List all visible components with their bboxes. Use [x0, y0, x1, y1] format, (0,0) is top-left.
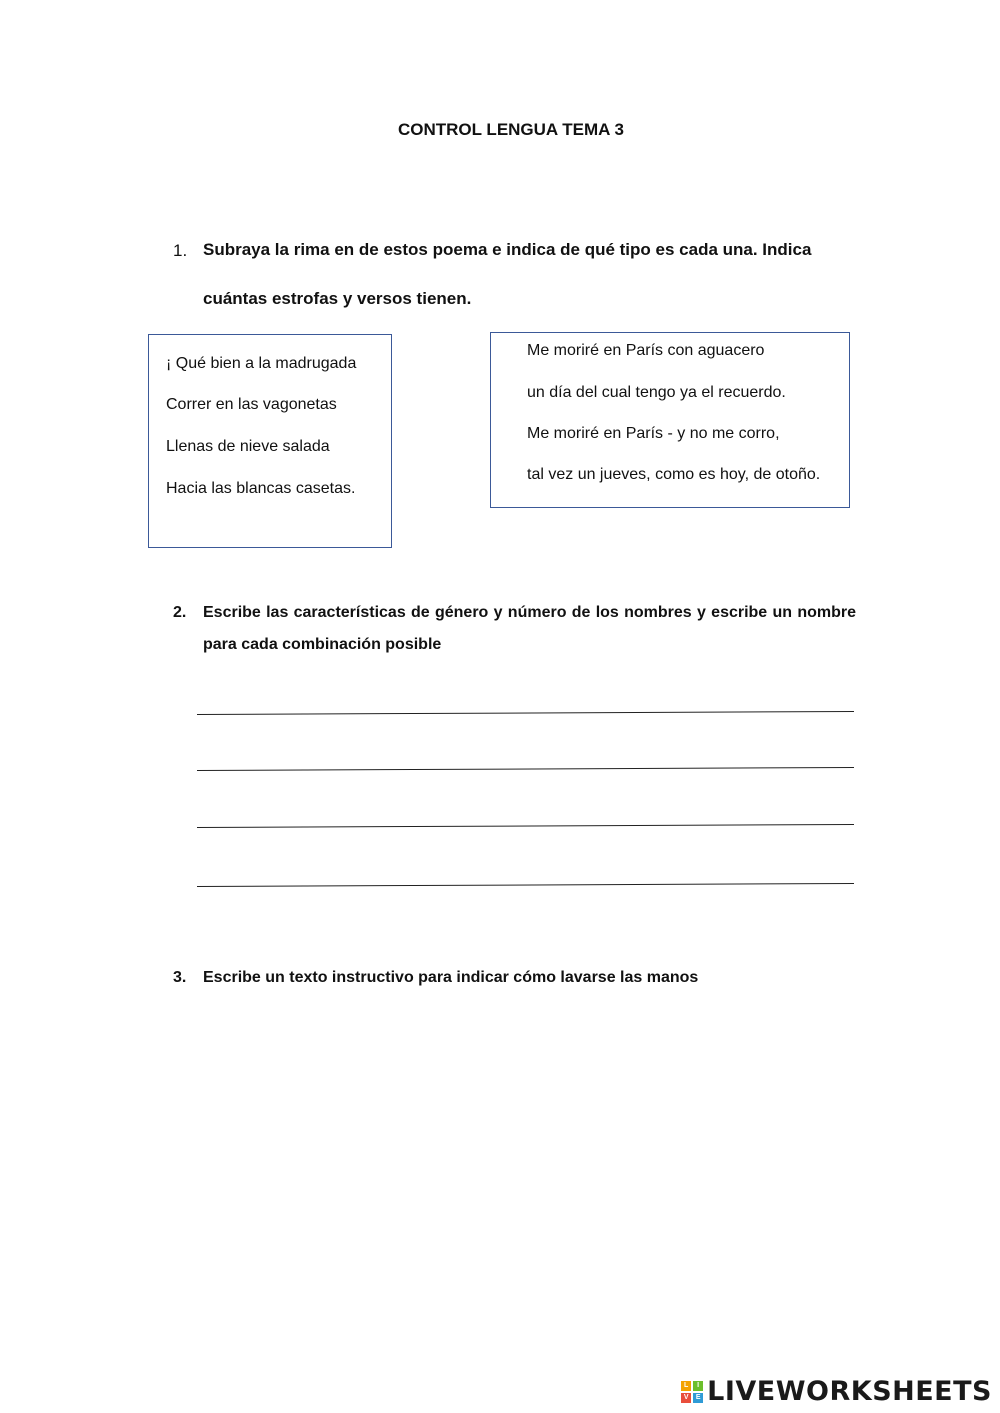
question-2-text-line1: Escribe las características de género y número de los nombres y escribe un nombre	[203, 604, 856, 621]
logo-tile: I	[693, 1381, 703, 1391]
question-1-text-line2: cuántas estrofas y versos tienen.	[203, 289, 472, 308]
poem-1-line-4: Hacia las blancas casetas.	[166, 480, 356, 497]
question-1-number: 1.	[173, 241, 188, 260]
poem-2-line-3: Me moriré en París - y no me corro,	[527, 425, 780, 442]
question-2-text-line2: para cada combinación posible	[203, 636, 442, 653]
question-1-text-line1: Subraya la rima en de estos poema e indica de qué tipo es cada una. Indica	[203, 240, 812, 259]
poem-1-line-2: Correr en las vagonetas	[166, 396, 337, 413]
logo-tile: L	[681, 1381, 691, 1391]
question-3-number: 3.	[173, 969, 187, 986]
poem-2-line-4: tal vez un jueves, como es hoy, de otoño.	[527, 466, 821, 483]
question-3-text: Escribe un texto instructivo para indicar cómo lavarse las manos	[203, 969, 699, 986]
poem-1-line-1: ¡ Qué bien a la madrugada	[166, 355, 357, 372]
poem-box-2	[490, 332, 850, 508]
poem-box-1	[148, 334, 392, 548]
poem-2-line-2: un día del cual tengo ya el recuerdo.	[527, 384, 786, 401]
answer-line[interactable]	[197, 767, 854, 771]
poem-2-line-1: Me moriré en París con aguacero	[527, 342, 765, 359]
logo-tile: E	[693, 1393, 703, 1403]
page-title: CONTROL LENGUA TEMA 3	[397, 120, 625, 139]
poem-1-line-3: Llenas de nieve salada	[166, 438, 330, 455]
answer-line[interactable]	[197, 824, 854, 828]
liveworksheets-logo	[681, 1376, 992, 1407]
question-2-number: 2.	[173, 604, 187, 621]
logo-text: LIVEWORKSHEETS	[707, 1376, 992, 1407]
answer-line[interactable]	[197, 711, 854, 715]
answer-line[interactable]	[197, 883, 854, 887]
logo-mark-icon	[681, 1381, 703, 1403]
logo-tile: V	[681, 1393, 691, 1403]
